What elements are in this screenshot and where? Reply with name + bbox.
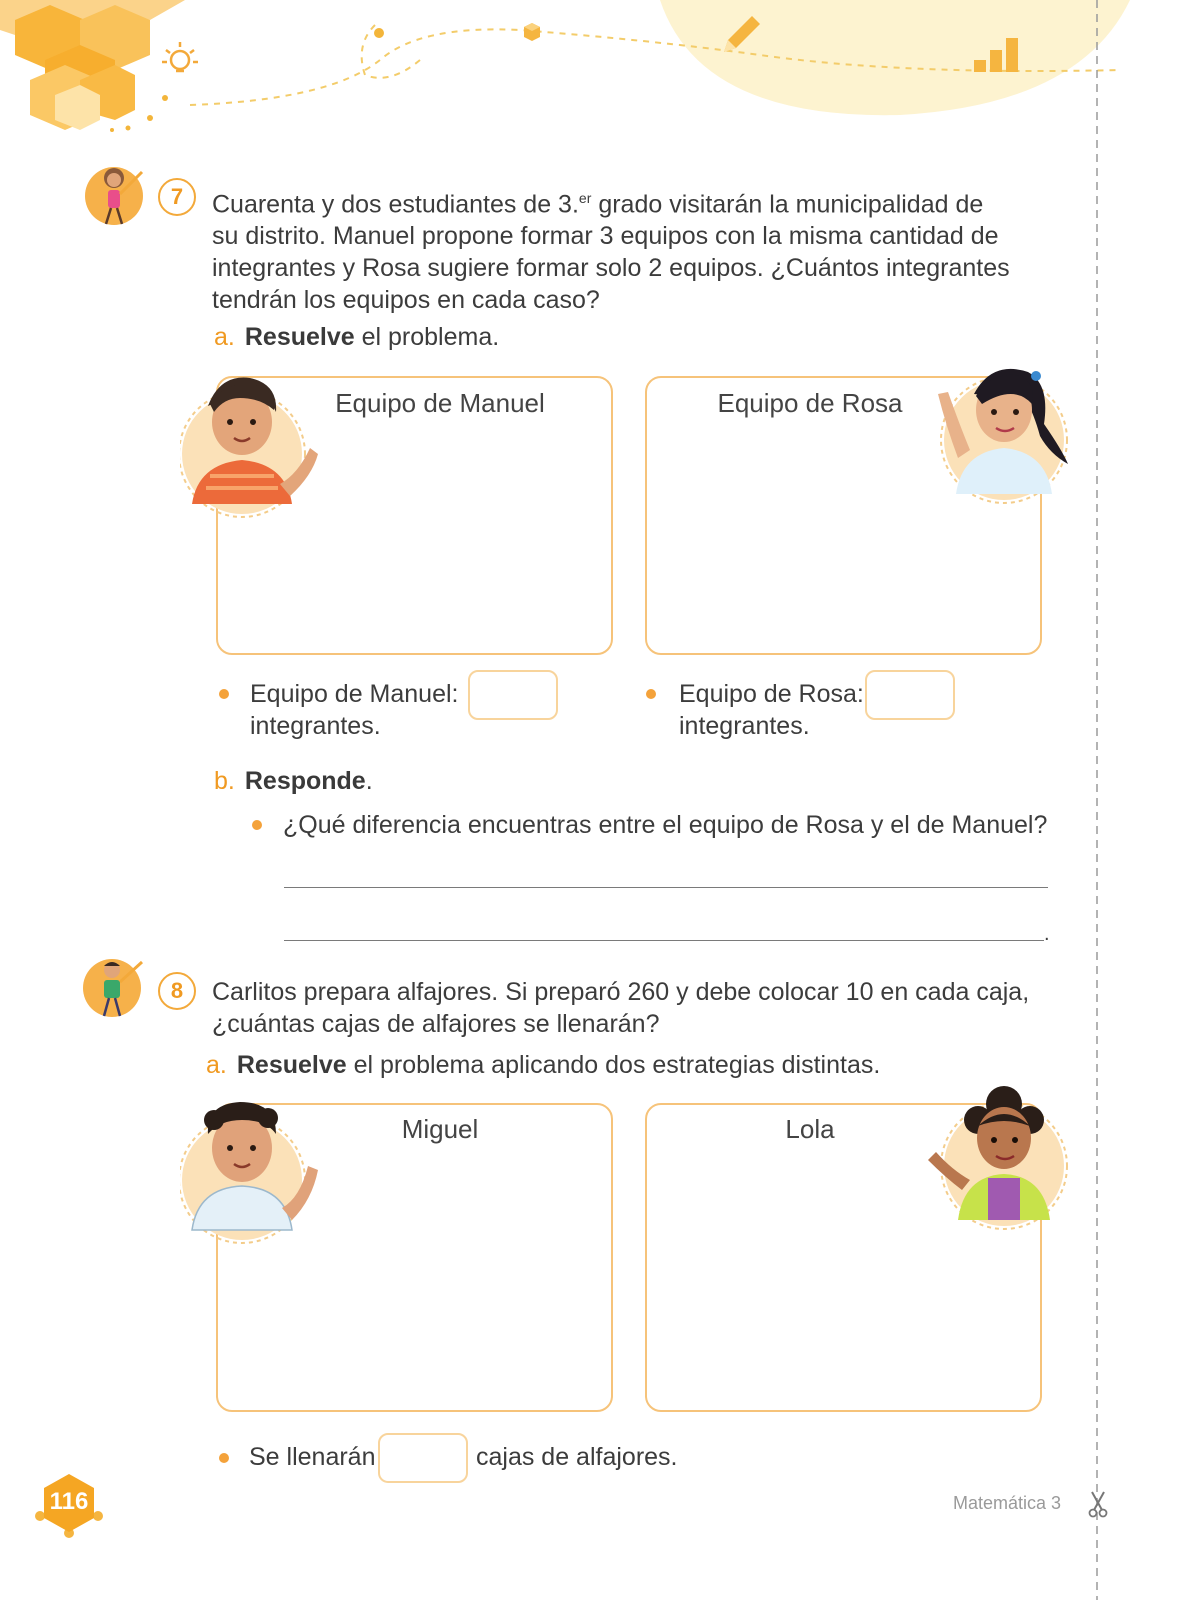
q7-line-2: su distrito. Manuel propone formar 3 equipos con la misma cantidad de — [212, 222, 999, 251]
rosa-answer-label: Equipo de Rosa: integrantes. — [679, 680, 864, 740]
manuel-answer-input[interactable] — [468, 670, 558, 720]
manuel-box-title: Equipo de Manuel — [335, 388, 545, 418]
q7-line-4: tendrán los equipos en cada caso? — [212, 286, 600, 315]
manuel-answer-label: Equipo de Manuel: integrantes. — [250, 680, 459, 740]
answer-line-1[interactable] — [284, 887, 1048, 888]
q8-answer-prefix: Se llenarán — [249, 1443, 376, 1471]
miguel-box-title: Miguel — [401, 1114, 479, 1144]
scissors-icon — [1088, 1490, 1108, 1518]
rosa-avatar — [922, 354, 1077, 509]
line-end-period: . — [1044, 923, 1050, 945]
bullet-dot — [219, 689, 229, 699]
question-7-statement — [212, 182, 1072, 316]
q8-answer-suffix: cajas de alfajores. — [476, 1443, 678, 1471]
lightbulb-icon — [160, 40, 204, 84]
bullet-dot — [252, 820, 262, 830]
q7-line-1: Cuarenta y dos estudiantes de 3.$^{er}$ grado visitarán la municipalidad de — [212, 190, 984, 219]
q7-part-a: a. Resuelve el problema. — [214, 323, 500, 351]
rosa-box-title: Equipo de Rosa — [717, 388, 903, 418]
boxes-answer-input[interactable] — [378, 1433, 468, 1483]
lola-box-title: Lola — [785, 1114, 835, 1144]
answer-line-2[interactable] — [284, 940, 1044, 941]
girl-avatar-icon — [84, 158, 150, 228]
bullet-dot — [219, 1453, 229, 1463]
q7-part-b: b. Responde. — [214, 767, 373, 795]
question-8-number: 8 — [158, 972, 196, 1010]
bullet-dot — [646, 689, 656, 699]
boy-avatar-icon — [82, 950, 150, 1020]
question-8-statement — [212, 976, 1072, 1040]
question-7-number: 7 — [158, 178, 196, 216]
small-cube-icon — [522, 22, 542, 42]
rosa-answer-input[interactable] — [865, 670, 955, 720]
page-number: 116 — [49, 1488, 89, 1515]
book-title: Matemática 3 — [953, 1493, 1062, 1513]
q7-line-3: integrantes y Rosa sugiere formar solo 2 equipos. ¿Cuántos integrantes — [212, 254, 1010, 283]
bar-chart-icon — [970, 36, 1022, 74]
lola-avatar — [922, 1080, 1077, 1235]
q8-part-a: a. Resuelve el problema aplicando dos estrategias distintas. — [206, 1051, 881, 1079]
q8-line-1: Carlitos prepara alfajores. Si preparó 260 y debe colocar 10 en cada caja, — [212, 978, 1030, 1006]
q8-line-2: ¿cuántas cajas de alfajores se llenarán? — [212, 1010, 660, 1038]
miguel-avatar — [180, 1090, 330, 1245]
pencil-icon — [718, 12, 764, 58]
manuel-avatar — [180, 364, 330, 519]
q7-question-b: ¿Qué diferencia encuentras entre el equipo de Rosa y el de Manuel? — [283, 811, 1048, 839]
